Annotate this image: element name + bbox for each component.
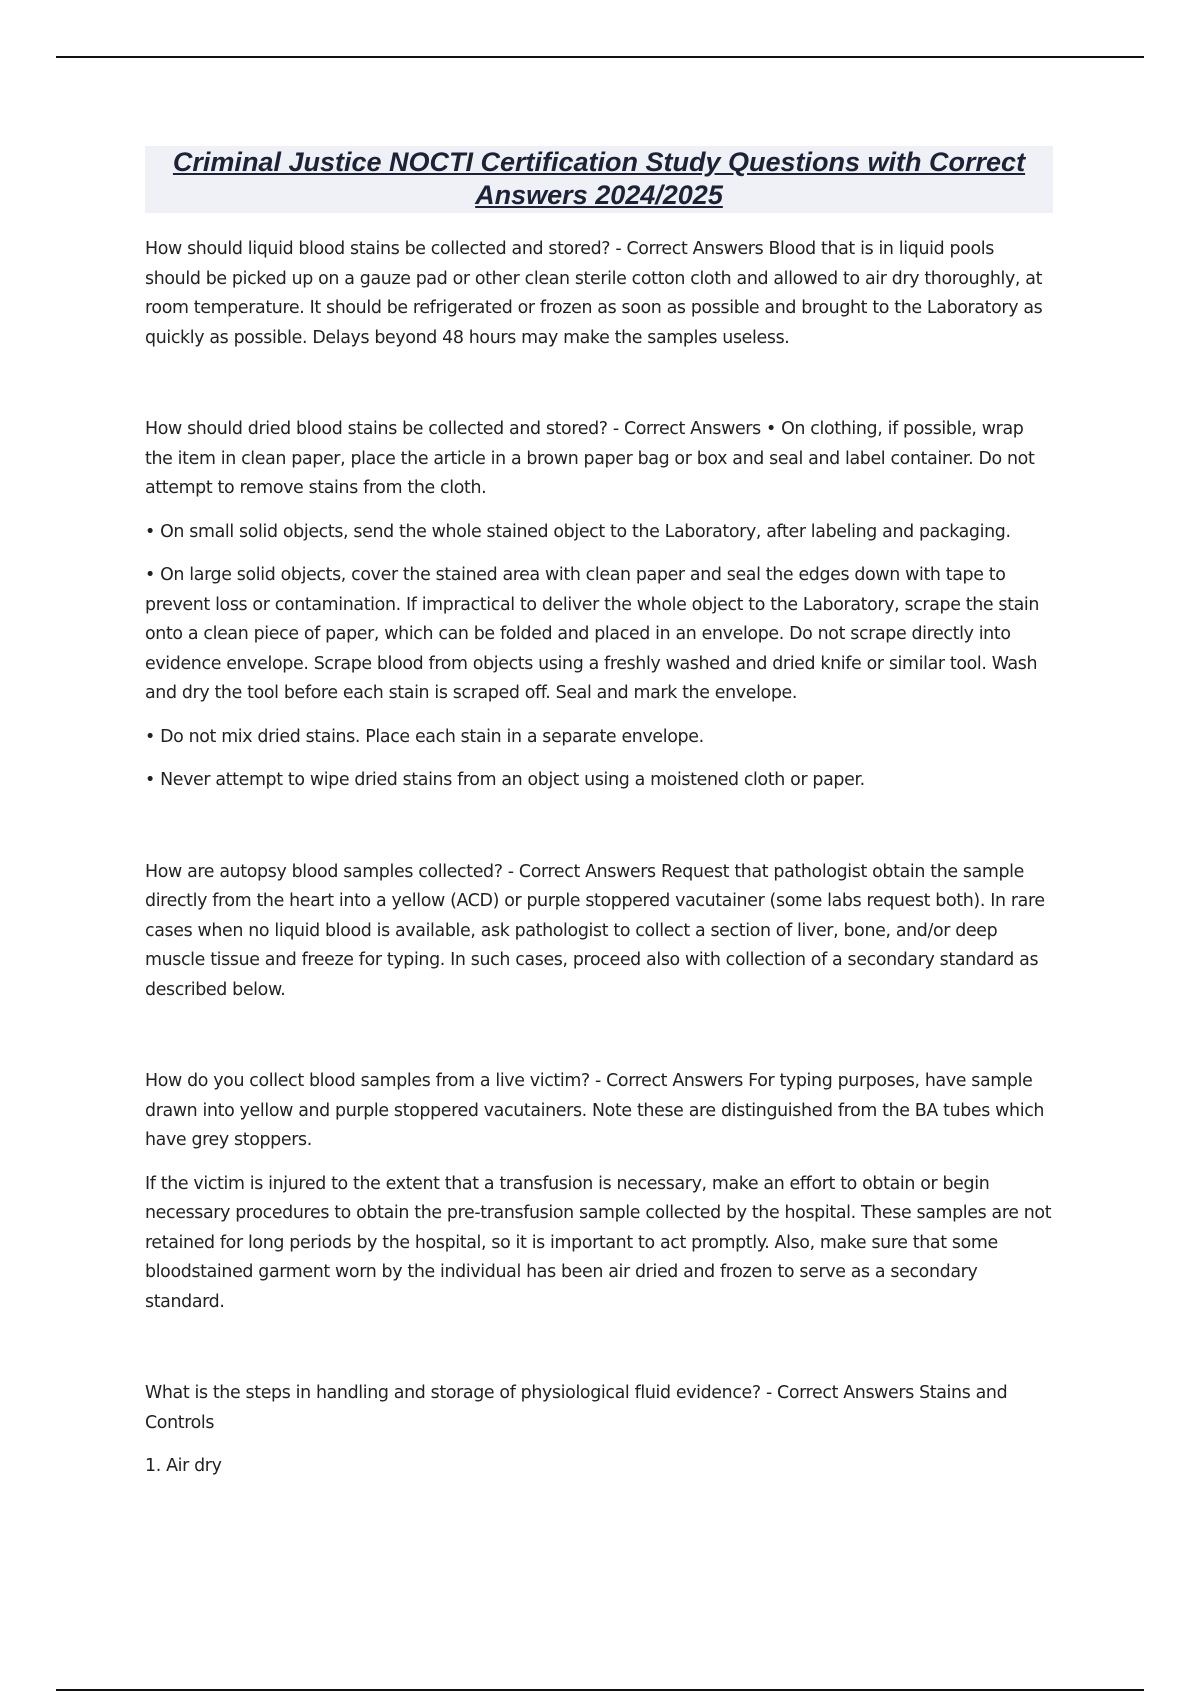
qa-liquid-blood-stains bbox=[145, 235, 1053, 353]
qa-list-item: 1. Air dry bbox=[145, 1456, 222, 1476]
qa-bullet: • On large solid objects, cover the stained area with clean paper and seal the edges down with tape to prevent loss or contamination. If impractical to deliver the whole object to the Laboratory, scrape the stain onto a clean piece of paper, which can be folded and placed in an envelope. Do not scrape directly into evidence envelope. Scrape blood from objects using a freshly washed and dried knife or similar tool. Wash and dry the tool before each stain is scraped off. Seal and mark the envelope. bbox=[145, 565, 1040, 703]
qa-bullet: • Do not mix dried stains. Place each stain in a separate envelope. bbox=[145, 726, 704, 747]
qa-bullet: • On small solid objects, send the whole stained object to the Laboratory, after labeling and packaging. bbox=[145, 521, 1011, 542]
header-rule bbox=[56, 56, 1144, 58]
title-line-2: Answers 2024/2025 bbox=[475, 180, 723, 210]
qa-paragraph: What is the steps in handling and storage of physiological fluid evidence? - Correct Answers Stains and Controls bbox=[145, 1383, 1008, 1433]
title-line-1: Criminal Justice NOCTI Certification Study Questions with Correct bbox=[172, 147, 1026, 177]
qa-paragraph: How do you collect blood samples from a live victim? - Correct Answers For typing purposes, have sample drawn into yellow and purple stoppered vacutainers. Note these are distinguished from the BA tubes which have grey stoppers. bbox=[145, 1071, 1045, 1150]
qa-bullet: • Never attempt to wipe dried stains from an object using a moistened cloth or paper. bbox=[145, 770, 865, 790]
qa-paragraph: How are autopsy blood samples collected? - Correct Answers Request that pathologist obtain the sample directly from the heart into a yellow (ACD) or purple stoppered vacutainer (some labs request both). In rare cases when no liquid blood is available, ask pathologist to collect a section of liver, bone, and/or deep muscle tissue and freeze for typing. In such cases, proceed also with collection of a secondary standard as described below. bbox=[145, 861, 1045, 1000]
qa-live-victim-samples bbox=[145, 1067, 1053, 1317]
qa-physiological-fluid-evidence bbox=[145, 1379, 1053, 1482]
qa-dried-blood-stains bbox=[145, 415, 1053, 796]
document-title bbox=[145, 146, 1053, 213]
qa-paragraph: How should dried blood stains be collected and stored? - Correct Answers • On clothing, if possible, wrap the item in clean paper, place the article in a brown paper bag or box and seal and label container. Do not attempt to remove stains from the cloth. bbox=[145, 419, 1035, 498]
qa-autopsy-blood-samples bbox=[145, 858, 1053, 1006]
qa-paragraph: How should liquid blood stains be collected and stored? - Correct Answers Blood that is in liquid pools should be picked up on a gauze pad or other clean sterile cotton cloth and allowed to air dry thoroughly, at room temperature. It should be refrigerated or frozen as soon as possible and brought to the Laboratory as quickly as possible. Delays beyond 48 hours may make the samples useless. bbox=[145, 239, 1043, 348]
document-body bbox=[145, 146, 1053, 1482]
footer-rule bbox=[56, 1689, 1144, 1691]
qa-paragraph: If the victim is injured to the extent that a transfusion is necessary, make an effort to obtain or begin necessary procedures to obtain the pre-transfusion sample collected by the hospital. These samples are not retained for long periods by the hospital, so it is important to act promptly. Also, make sure that some bloodstained garment worn by the individual has been air dried and frozen to serve as a secondary standard. bbox=[145, 1173, 1052, 1312]
